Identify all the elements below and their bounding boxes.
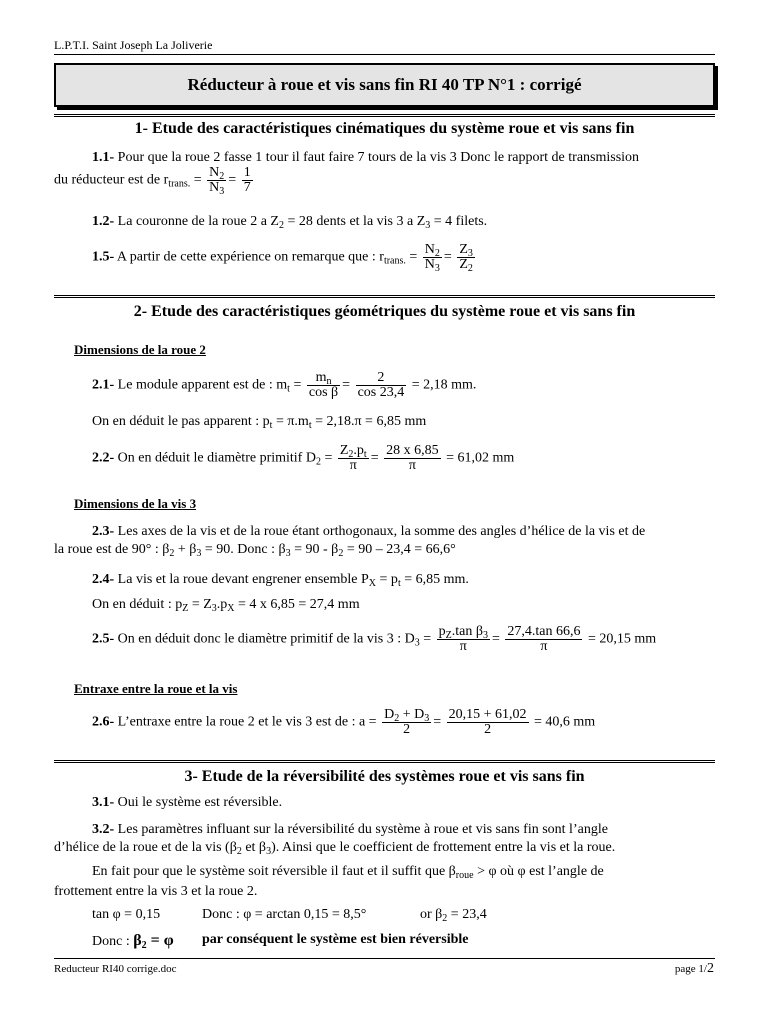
q23-number: 2.3- bbox=[92, 524, 115, 539]
section-rule bbox=[54, 114, 715, 117]
footer-rule bbox=[54, 958, 715, 959]
fraction-n2-n3 bbox=[423, 243, 442, 272]
q24-text: La vis et la roue devant engrener ensemble P bbox=[114, 572, 369, 587]
q21-sub: t bbox=[287, 383, 290, 395]
q15-eq: = bbox=[405, 249, 421, 265]
q11-text2: du réducteur est de r bbox=[54, 172, 169, 188]
pas-sub: t bbox=[269, 420, 273, 431]
fraction-2-cos bbox=[356, 371, 407, 400]
fraction-28-pi bbox=[384, 444, 441, 473]
q23-paragraph bbox=[54, 522, 715, 542]
q32-sub: 2 bbox=[236, 846, 242, 857]
footer-page-label: page 1/ bbox=[674, 963, 707, 975]
q24-sub: X bbox=[368, 578, 377, 589]
fraction-d2d3-2 bbox=[382, 708, 431, 737]
frac-num-sub: 2 bbox=[394, 713, 400, 724]
q24-mid: = p bbox=[376, 572, 398, 587]
frac-num: 1 bbox=[243, 165, 251, 180]
q24-number: 2.4- bbox=[92, 572, 115, 587]
q32-number: 3.2- bbox=[92, 822, 115, 837]
q12-line bbox=[92, 214, 487, 230]
deduit-line bbox=[92, 597, 360, 613]
frac-den: N bbox=[209, 180, 220, 195]
page-title: Réducteur à roue et vis sans fin RI 40 TP N°1 : corrigé bbox=[187, 75, 582, 94]
frac-num: 20,15 + 61,02 bbox=[448, 707, 527, 722]
q23-mid3: = 90 - β bbox=[290, 542, 339, 557]
frac-num: Z bbox=[339, 443, 349, 458]
beta-eq: = φ bbox=[146, 932, 174, 949]
section-2-heading: 2- Etude des caractéristiques géométriques du système roue et vis sans fin bbox=[133, 303, 636, 320]
beta2-end: = 23,4 bbox=[447, 907, 487, 922]
tan-phi: tan φ = 0,15 bbox=[92, 907, 161, 922]
q11-number: 1.1- bbox=[92, 150, 115, 165]
fait-line2: frottement entre la vis 3 et la roue 2. bbox=[54, 884, 258, 899]
q11-paragraph bbox=[54, 148, 715, 168]
frac-num-bsub: t bbox=[363, 449, 367, 460]
beta2-label: or β bbox=[420, 907, 443, 922]
fraction-n2-n3 bbox=[207, 166, 226, 195]
frac-num-b: .p bbox=[353, 443, 364, 458]
fraction-1-7 bbox=[242, 166, 253, 195]
frac-num-b: .tan β bbox=[451, 624, 483, 639]
q24-line bbox=[92, 572, 469, 588]
q23-text: Les axes de la vis et de la roue étant orthogonaux, la somme des angles d’hélice de la vis et de bbox=[114, 524, 646, 539]
frac-num-bsub: 3 bbox=[482, 630, 488, 641]
q12-number: 1.2- bbox=[92, 214, 115, 229]
q15-sub: trans. bbox=[383, 255, 406, 267]
q21-result: = 2,18 mm. bbox=[408, 377, 477, 393]
pas-end: = 2,18.π = 6,85 mm bbox=[311, 414, 427, 429]
frac-num: 27,4.tan 66,6 bbox=[507, 624, 581, 639]
q23-sub2b: 2 bbox=[338, 548, 344, 559]
fraction-z3-z2: $\frac{Z_3}{Z_2}$ bbox=[459, 242, 473, 274]
q32-paragraph bbox=[54, 820, 715, 840]
frac-den: 2 bbox=[403, 722, 411, 737]
frac-num-sub: n bbox=[326, 376, 332, 387]
q32-sub3: 3 bbox=[266, 846, 272, 857]
fait-line bbox=[92, 864, 604, 880]
q25-text: On en déduit donc le diamètre primitif de la vis 3 : D bbox=[114, 631, 415, 647]
beta-sub: 2 bbox=[141, 940, 147, 951]
school-header: L.P.T.I. Saint Joseph La Joliverie bbox=[54, 38, 213, 52]
q12-text: La couronne de la roue 2 a Z bbox=[114, 214, 279, 229]
q21-number: 2.1- bbox=[92, 377, 115, 393]
frac-den: 2 bbox=[484, 722, 492, 737]
q23-mid2: = 90. Donc : β bbox=[201, 542, 286, 557]
q11-eq: = bbox=[190, 172, 206, 188]
q31-line bbox=[92, 795, 282, 811]
frac-den-sub: 3 bbox=[434, 263, 440, 274]
footer-filename: Reducteur RI40 corrige.doc bbox=[54, 963, 177, 975]
q26-result: = 40,6 mm bbox=[530, 714, 596, 730]
frac-num-sub: 2 bbox=[434, 248, 440, 259]
q15-line: 1.5- A partir de cette expérience on remarque que : $r_{trans.}$ = $\frac{N_2}{N_3}$ = $\frac{Z_3}{Z_2}$ bbox=[92, 242, 473, 274]
footer-page-total: 2 bbox=[707, 961, 714, 976]
q22-number: 2.2- bbox=[92, 450, 115, 466]
q23-text2: la roue est de 90° : β bbox=[54, 542, 170, 557]
dims-roue-heading: Dimensions de la roue 2 bbox=[74, 342, 206, 357]
frac-den: N bbox=[424, 257, 435, 272]
frac-den: π bbox=[349, 458, 357, 473]
q22-text: On en déduit le diamètre primitif D bbox=[114, 450, 316, 466]
donc-label: Donc : bbox=[92, 934, 134, 949]
q31-number: 3.1- bbox=[92, 795, 115, 810]
fraction-pz-pi bbox=[437, 625, 490, 654]
frac-den: π bbox=[408, 458, 416, 473]
fait-end: > φ où φ est l’angle de bbox=[473, 864, 604, 879]
fraction-mn-cosb bbox=[307, 371, 340, 400]
q21-text: Le module apparent est de : m bbox=[114, 377, 288, 393]
frac-num-b: + D bbox=[399, 707, 425, 722]
dims-vis-heading: Dimensions de la vis 3 bbox=[74, 496, 197, 511]
q22-result: = 61,02 mm bbox=[442, 450, 515, 466]
q25-sub: 3 bbox=[414, 637, 420, 649]
frac-den: cos 23,4 bbox=[357, 385, 405, 400]
fait-sub: roue bbox=[455, 870, 474, 881]
q23-end: = 90 – 23,4 = 66,6° bbox=[343, 542, 456, 557]
fraction-z2pt-pi bbox=[338, 444, 369, 473]
q32-text: Les paramètres influant sur la réversibilité du système à roue et vis sans fin sont l’angle bbox=[114, 822, 608, 837]
q23-sub3b: 3 bbox=[285, 548, 291, 559]
conclusion-text: par conséquent le système est bien réversible bbox=[202, 932, 469, 947]
frac-num-sub: 2 bbox=[219, 171, 225, 182]
frac-den-sub: 3 bbox=[219, 186, 225, 197]
frac-num: 2 bbox=[356, 371, 407, 386]
q12-mid: = 28 dents et la vis 3 a Z bbox=[284, 214, 426, 229]
q21-line: 2.1- Le module apparent est de : $m_t$ = $\frac{m_n}{\text{cos β}}$ = $\frac{2}{\cos 23,4}$ = 2,18 mm. bbox=[92, 370, 477, 400]
q15-number: 1.5- bbox=[92, 249, 115, 265]
q26-line: 2.6- L’entraxe entre la roue 2 et le vis 3 est de : a = $\frac{D_2 + D_3}{2}$ = $\frac{20,15 + 61,02}{2}$ = 40,6 mm bbox=[92, 707, 596, 737]
pas-sub2: t bbox=[308, 420, 312, 431]
q12-sub3: 3 bbox=[425, 220, 431, 231]
q22-sub: 2 bbox=[315, 456, 321, 468]
pas-line bbox=[92, 414, 426, 430]
header-rule bbox=[54, 54, 715, 55]
frac-num: m bbox=[315, 370, 327, 385]
fait-text: En fait pour que le système soit réversible il faut et il suffit que β bbox=[92, 864, 456, 879]
beta-symbol: β bbox=[133, 932, 142, 949]
frac-num-sub: 2 bbox=[348, 449, 354, 460]
fraction-274-pi bbox=[505, 625, 582, 654]
q22-line: 2.2- On en déduit le diamètre primitif $D_2$ = $\frac{Z_2.p_t}{\pi}$ = $\frac{28 x 6,85}{\pi}$ = 61,02 mm bbox=[92, 443, 515, 473]
q26-text: L’entraxe entre la roue 2 et le vis 3 est de : a = bbox=[114, 714, 381, 730]
beta2-value bbox=[420, 907, 487, 923]
frac-num-bsub: 3 bbox=[424, 713, 430, 724]
frac-den: 7 bbox=[243, 180, 251, 195]
q11-sub: trans. bbox=[168, 178, 191, 190]
ded-mid: = Z bbox=[188, 597, 212, 612]
footer-page bbox=[675, 961, 714, 977]
section-1-heading: 1- Etude des caractéristiques cinématiques du système roue et vis sans fin bbox=[134, 120, 635, 137]
ded-sub3: X bbox=[227, 603, 235, 614]
q23-sub3: 3 bbox=[196, 548, 202, 559]
q31-text: Oui le système est réversible. bbox=[114, 795, 283, 810]
q11-text: Pour que la roue 2 fasse 1 tour il faut faire 7 tours de la vis 3 Donc le rapport de transmission bbox=[114, 150, 640, 165]
ded-text: On en déduit : p bbox=[92, 597, 183, 612]
q25-result: = 20,15 mm bbox=[584, 631, 657, 647]
section-rule bbox=[54, 760, 715, 763]
q11-formula: du réducteur est de $r_{trans.}$ = $\frac{N_2}{N_3}$ = $\frac{1}{7}$ bbox=[54, 165, 251, 197]
beta2-sub: 2 bbox=[442, 913, 448, 924]
q25-number: 2.5- bbox=[92, 631, 115, 647]
pas-text: On en déduit le pas apparent : p bbox=[92, 414, 270, 429]
q23-line2 bbox=[54, 542, 456, 558]
conclusion-line bbox=[92, 932, 174, 950]
section-rule bbox=[54, 295, 715, 298]
frac-num: 28 x 6,85 bbox=[386, 443, 439, 458]
q32-mid: et β bbox=[241, 840, 267, 855]
frac-den: π bbox=[540, 639, 548, 654]
frac-num-sub: Z bbox=[445, 630, 452, 641]
ded-mid2: .p bbox=[216, 597, 228, 612]
q25-line: 2.5- On en déduit donc le diamètre primitif de la vis 3 : $D_3$ = $\frac{p_Z.\tan \beta_3}{\pi}$ = $\frac{27,4.\tan 66,6}{\pi}$ = 20,15 mm bbox=[92, 624, 657, 654]
q32-end: ). Ainsi que le coefficient de frottement entre la vis et la roue. bbox=[271, 840, 616, 855]
ded-sub: Z bbox=[182, 603, 189, 614]
frac-num: p bbox=[438, 624, 446, 639]
q12-end: = 4 filets. bbox=[430, 214, 488, 229]
q32-text2: d’hélice de la roue et de la vis (β bbox=[54, 840, 237, 855]
section-3-heading: 3- Etude de la réversibilité des systèmes roue et vis sans fin bbox=[184, 768, 585, 785]
frac-num: N bbox=[209, 165, 220, 180]
q12-sub: 2 bbox=[279, 220, 284, 231]
ded-end: = 4 x 6,85 = 27,4 mm bbox=[234, 597, 360, 612]
q15-text: A partir de cette expérience on remarque que : r bbox=[114, 249, 384, 265]
q23-sub: 2 bbox=[169, 548, 175, 559]
arctan-result: Donc : φ = arctan 0,15 = 8,5° bbox=[202, 907, 367, 922]
frac-num: D bbox=[384, 707, 395, 722]
entraxe-heading: Entraxe entre la roue et la vis bbox=[74, 681, 238, 696]
fraction-sum-2 bbox=[447, 708, 529, 737]
frac-num: N bbox=[424, 242, 435, 257]
q24-sub2: t bbox=[397, 578, 401, 589]
frac-den: π bbox=[459, 639, 467, 654]
q32-line2 bbox=[54, 840, 615, 856]
frac-den: cos β bbox=[308, 385, 339, 400]
q26-number: 2.6- bbox=[92, 714, 115, 730]
q23-mid: + β bbox=[174, 542, 197, 557]
q24-end: = 6,85 mm. bbox=[400, 572, 469, 587]
ded-sub2: 3 bbox=[211, 603, 217, 614]
title-box bbox=[54, 63, 715, 107]
pas-mid: = π.m bbox=[272, 414, 309, 429]
